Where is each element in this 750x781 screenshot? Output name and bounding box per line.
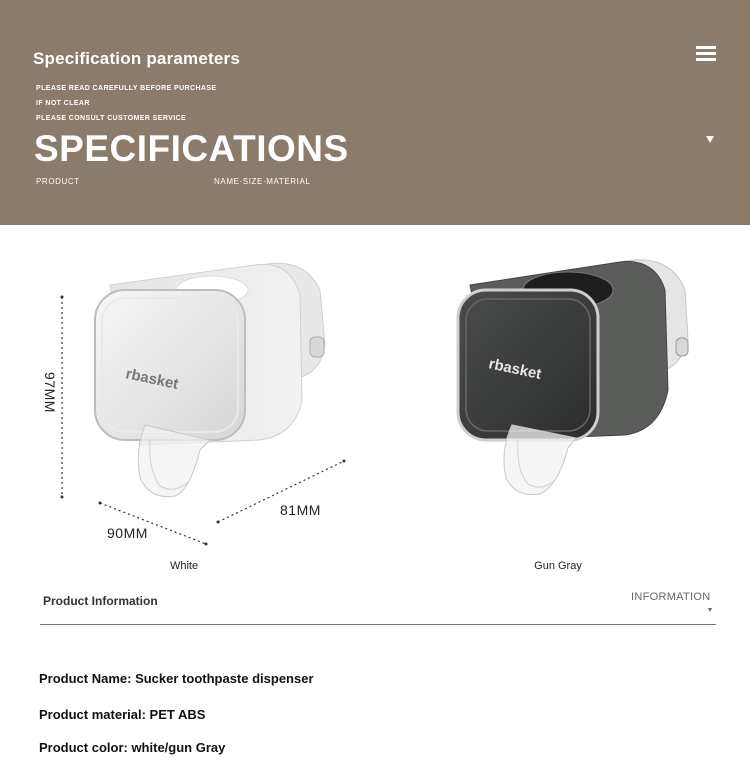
small-triangle-down-icon [708, 608, 712, 612]
spec-product-color: Product color: white/gun Gray [39, 740, 226, 755]
gun-gray-caption: Gun Gray [534, 560, 582, 572]
banner-note-2: IF NOT CLEAR [36, 100, 90, 107]
brand-logo: rbasket [487, 355, 543, 384]
triangle-down-icon [706, 136, 714, 143]
white-caption: White [169, 560, 199, 572]
brand-logo: rbasket [124, 365, 180, 394]
gun-gray-dispenser-image [440, 250, 710, 510]
spec-banner [0, 0, 750, 225]
banner-product-label: PRODUCT [36, 177, 80, 186]
divider [40, 624, 716, 625]
information-label: INFORMATION [631, 591, 711, 603]
hamburger-menu-icon[interactable] [696, 46, 716, 62]
spec-product-name: Product Name: Sucker toothpaste dispenser [39, 671, 314, 686]
banner-heading: SPECIFICATIONS [34, 128, 349, 169]
height-dimension-label: 97MM [42, 372, 58, 413]
width-dimension-label: 90MM [107, 525, 148, 541]
banner-name-size-material: NAME·SIZE·MATERIAL [214, 177, 311, 186]
product-information-label: Product Information [43, 594, 158, 608]
spec-product-material: Product material: PET ABS [39, 707, 206, 722]
banner-note-3: PLEASE CONSULT CUSTOMER SERVICE [36, 115, 187, 122]
banner-title: Specification parameters [33, 49, 240, 68]
depth-dimension-label: 81MM [280, 502, 321, 518]
banner-note-1: PLEASE READ CAREFULLY BEFORE PURCHASE [36, 85, 217, 92]
